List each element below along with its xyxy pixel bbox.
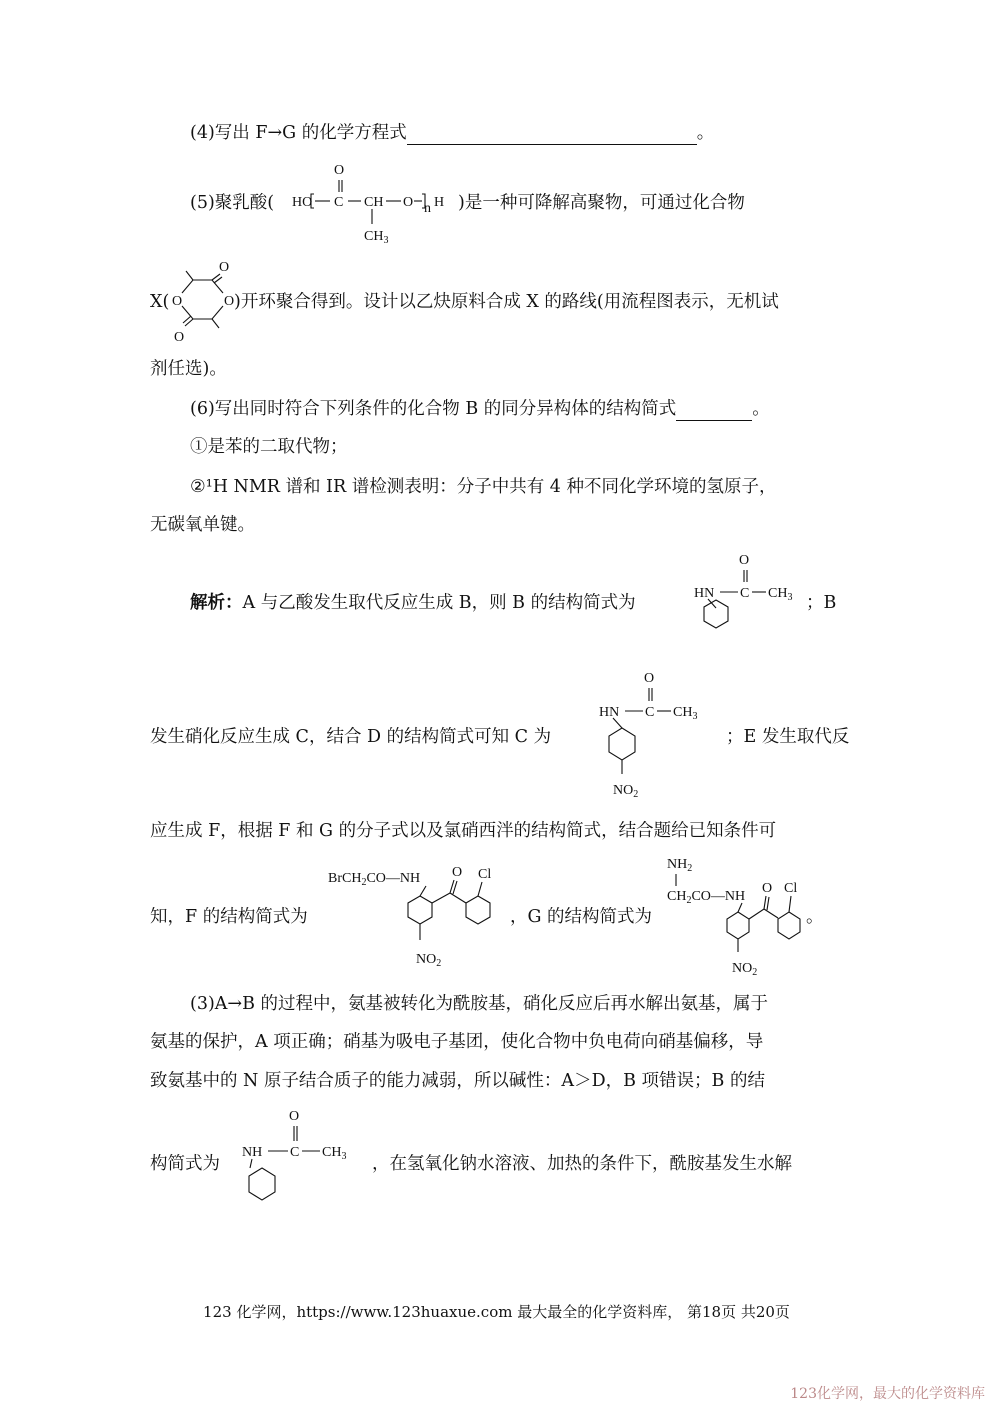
analysis-p3-line-4-end: ，在氢氧化钠水溶液、加热的条件下，酰胺基发生水解 <box>372 1154 792 1174</box>
label-brch2co-nh: BrCH$_2$CO—NH <box>328 871 421 888</box>
label-nh2: $NH_2$ <box>667 857 693 874</box>
label-ch3: $CH_3$ <box>322 1145 347 1162</box>
structure-g <box>664 852 814 977</box>
question-5-x-prefix: X( <box>150 292 170 312</box>
formula-ch: CH <box>364 195 384 210</box>
question-4 <box>190 121 714 145</box>
question-6-text: (6)写出同时符合下列条件的化合物 B 的同分异构体的结构简式 <box>190 399 677 419</box>
condition-2-cont: 无碳氧单键。 <box>150 515 255 535</box>
label-no2: $NO_2$ <box>613 783 639 800</box>
structure-b-acetanilide <box>694 548 804 628</box>
label-ch2co-nh: $CH_2CO—NH$ <box>667 889 746 906</box>
question-6 <box>190 397 770 421</box>
label-o: O <box>452 865 463 880</box>
page-footer: 123 化学网，https://www.123huaxue.com 最大最全的化学资料库， 第18页 共20页 <box>203 1303 790 1321</box>
formula-o: O <box>334 163 345 178</box>
structure-f <box>328 858 518 973</box>
question-5-x-suffix: )开环聚合得到。设计以乙炔原料合成 X 的路线(用流程图表示，无机试 <box>234 292 779 312</box>
question-5-suffix: )是一种可降解高聚物，可通过化合物 <box>458 193 745 213</box>
ring-o-right: O <box>224 294 235 309</box>
ring-o-left: O <box>172 294 183 309</box>
analysis-text: A 与乙酸发生取代反应生成 B，则 B 的结构简式为 <box>242 593 636 613</box>
polylactic-acid-formula <box>288 160 463 245</box>
analysis-label: 解析： <box>190 593 243 613</box>
label-nh: NH <box>242 1145 263 1160</box>
label-ch3: $CH_3$ <box>768 586 793 603</box>
period: 。 <box>696 123 715 143</box>
structure-c-nitroacetanilide <box>597 668 717 808</box>
label-c: C <box>645 705 655 720</box>
analysis-line-1 <box>190 591 636 615</box>
label-o: O <box>762 881 773 896</box>
analysis-p3-line-3: 致氨基中的 N 原子结合质子的能力减弱，所以碱性：A＞D，B 项错误；B 的结 <box>150 1071 765 1091</box>
ring-o-top: O <box>219 260 230 275</box>
label-o: O <box>289 1109 300 1124</box>
answer-blank <box>407 126 697 145</box>
analysis-line-4-end: 。 <box>806 907 824 927</box>
label-o: O <box>644 671 655 686</box>
label-ch3: $CH_3$ <box>673 705 698 722</box>
formula-o2: O <box>403 195 414 210</box>
formula-h: H <box>434 195 445 210</box>
analysis-line-4b: ，G 的结构简式为 <box>510 907 653 927</box>
question-4-text: (4)写出 F→G 的化学方程式 <box>190 123 407 143</box>
label-no2: $NO_2$ <box>416 952 442 969</box>
lactide-ring-structure <box>168 256 240 346</box>
watermark: 123化学网，最大的化学资料库 <box>790 1386 985 1402</box>
analysis-p3-line-1: (3)A→B 的过程中，氨基被转化为酰胺基，硝化反应后再水解出氨基，属于 <box>190 994 769 1014</box>
analysis-p3-line-2: 氨基的保护，A 项正确；硝基为吸电子基团，使化合物中负电荷向硝基偏移，导 <box>150 1032 764 1052</box>
formula-ch3: $CH_3$ <box>364 229 389 246</box>
analysis-line-3: 应生成 F，根据 F 和 G 的分子式以及氯硝西泮的结构简式，结合题给已知条件可 <box>150 821 777 841</box>
label-cl: Cl <box>784 881 798 896</box>
analysis-line-4a: 知，F 的结构简式为 <box>150 907 308 927</box>
analysis-line-2-end: ；E 发生取代反 <box>726 727 850 747</box>
bracket-left <box>311 194 314 208</box>
answer-blank <box>676 402 752 421</box>
label-no2: $NO_2$ <box>732 961 758 978</box>
label-c: C <box>290 1145 300 1160</box>
formula-ho: HO <box>292 195 313 210</box>
analysis-line-1-end: ；B <box>806 593 837 613</box>
analysis-p3-line-4: 构简式为 <box>150 1154 220 1174</box>
label-cl: Cl <box>478 867 492 882</box>
period: 。 <box>752 399 770 419</box>
formula-c: C <box>334 195 344 210</box>
label-hn: HN <box>599 705 620 720</box>
condition-1: ①是苯的二取代物； <box>190 437 348 457</box>
analysis-line-2: 发生硝化反应生成 C，结合 D 的结构简式可知 C 为 <box>150 727 552 747</box>
condition-2: ②¹H NMR 谱和 IR 谱检测表明：分子中共有 4 种不同化学环境的氢原子， <box>190 477 777 497</box>
formula-n: n <box>424 201 431 216</box>
question-5-line3: 剂任选)。 <box>150 359 227 379</box>
question-5-prefix: (5)聚乳酸( <box>190 193 275 213</box>
label-c: C <box>740 586 750 601</box>
label-hn: HN <box>694 586 715 601</box>
ring-o-bottom: O <box>174 330 185 345</box>
label-o: O <box>739 553 750 568</box>
structure-b-acetanilide-2 <box>240 1102 370 1217</box>
